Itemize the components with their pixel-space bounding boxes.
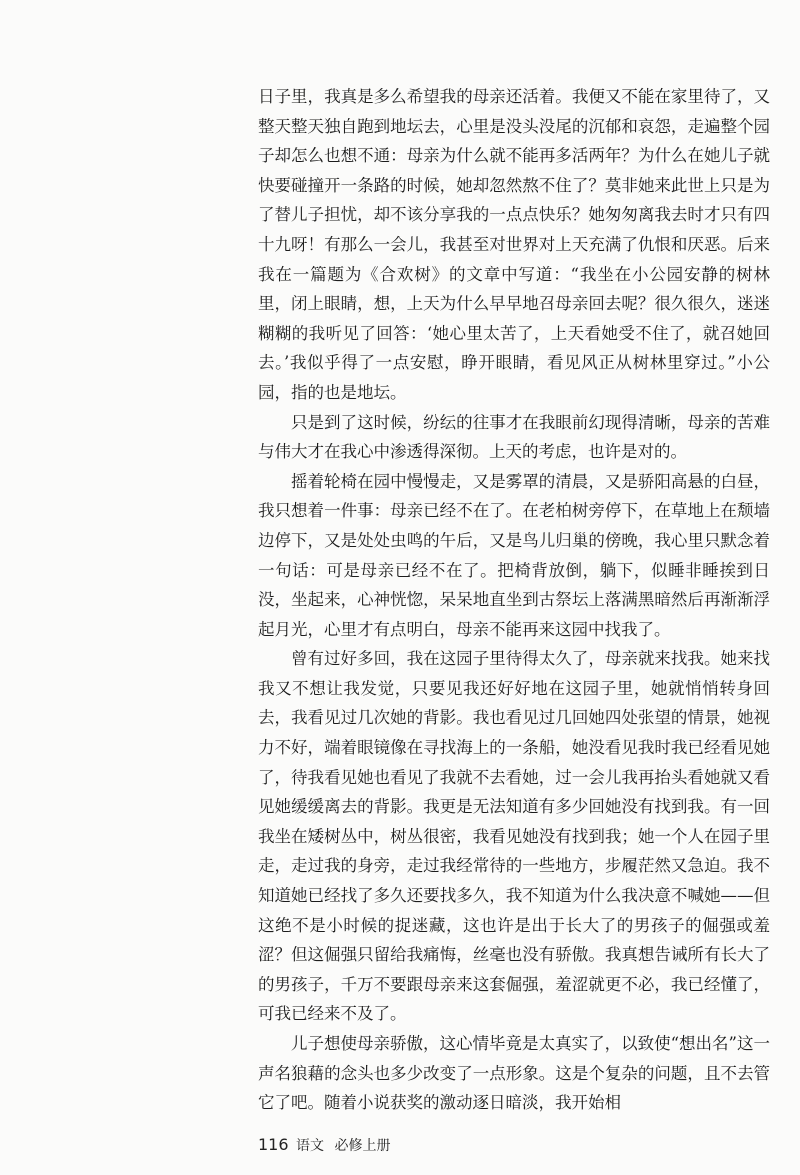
page-number: 116 [258,1135,289,1154]
page-footer [258,1135,390,1155]
paragraph-5: 儿子想使母亲骄傲，这心情毕竟是太真实了，以致使“想出名”这一声名狼藉的念头也多少改变了一点形象。这是个复杂的问题，且不去管它了吧。随着小说获奖的激动逐日暗淡，我开始相 [258,1034,770,1113]
subject-label: 语文 [296,1138,324,1154]
paragraph-1: 日子里，我真是多么希望我的母亲还活着。我便又不能在家里待了，又整天整天独自跑到地坛去，心里是没头没尾的沉郁和哀怨，走遍整个园子却怎么也想不通：母亲为什么就不能再多活两年？为什么在她儿子就快要碰撞开一条路的时候，她却忽然熬不住了？莫非她来此世上只是为了替儿子担忧，却不该分享我的一点点快乐？她匆匆离我去时才只有四十九呀！有那么一会儿，我甚至对世界对上天充满了仇恨和厌恶。后来我在一篇题为《合欢树》的文章中写道：“我坐在小公园安静的树林里，闭上眼睛，想，上天为什么早早地召母亲回去呢？很久很久，迷迷糊糊的我听见了回答：‘她心里太苦了，上天看她受不住了，就召她回去。’我似乎得了一点安慰，睁开眼睛，看见风正从树林里穿过。”小公园，指的也是地坛。 [258,87,770,402]
paragraph-4: 曾有过好多回，我在这园子里待得太久了，母亲就来找我。她来找我又不想让我发觉，只要见我还好好地在这园子里，她就悄悄转身回去，我看见过几次她的背影。我也看见过几回她四处张望的情景，她视力不好，端着眼镜像在寻找海上的一条船，她没看见我时我已经看见她了，待我看见她也看见了我就不去看她，过一会儿我再抬头看她就又看见她缓缓离去的背影。我更是无法知道有多少回她没有找到我。有一回我坐在矮树丛中，树丛很密，我看见她没有找到我；她一个人在园子里走，走过我的身旁，走过我经常待的一些地方，步履茫然又急迫。我不知道她已经找了多久还要找多久，我不知道为什么我决意不喊她——但这绝不是小时候的捉迷藏，这也许是出于长大了的男孩子的倔强或羞涩？但这倔强只留给我痛悔，丝毫也没有骄傲。我真想告诫所有长大了的男孩子，千万不要跟母亲来这套倔强，羞涩就更不必，我已经懂了，可我已经来不及了。 [258,649,770,1024]
body-text [258,82,770,1118]
volume-label: 必修上册 [334,1138,391,1154]
paragraph-2: 只是到了这时候，纷纭的往事才在我眼前幻现得清晰，母亲的苦难与伟大才在我心中渗透得深彻。上天的考虑，也许是对的。 [258,412,770,462]
paragraph-3: 摇着轮椅在园中慢慢走，又是雾罩的清晨，又是骄阳高悬的白昼，我只想着一件事：母亲已经不在了。在老柏树旁停下，在草地上在颓墙边停下，又是处处虫鸣的午后，又是鸟儿归巢的傍晚，我心里只默念着一句话：可是母亲已经不在了。把椅背放倒，躺下，似睡非睡挨到日没，坐起来，心神恍惚，呆呆地直坐到古祭坛上落满黑暗然后再渐渐浮起月光，心里才有点明白，母亲不能再来这园中找我了。 [258,471,770,639]
